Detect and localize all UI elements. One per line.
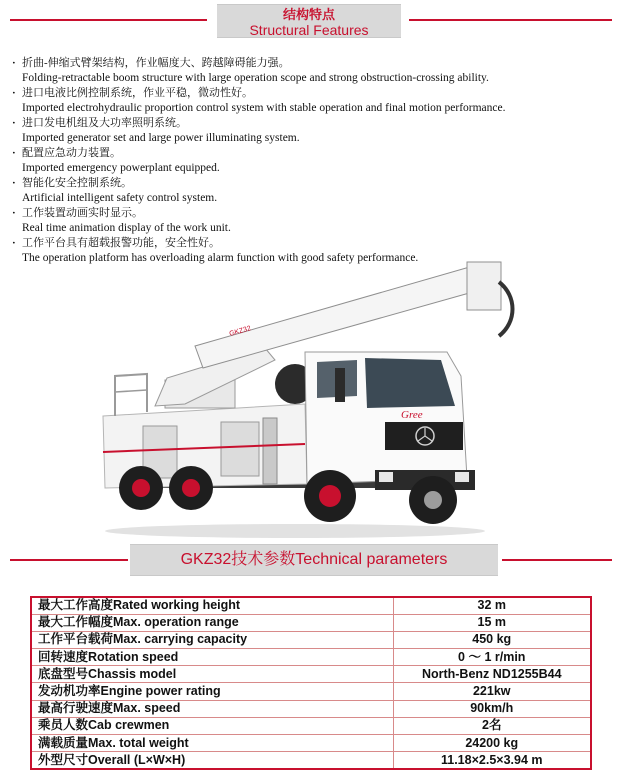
param-name: 外型尺寸Overall (L×W×H) bbox=[31, 752, 393, 769]
param-name: 底盘型号Chassis model bbox=[31, 666, 393, 683]
title-en: Structural Features bbox=[249, 22, 369, 38]
param-name: 最大工作幅度Max. operation range bbox=[31, 614, 393, 631]
list-item bbox=[12, 176, 612, 206]
table-row bbox=[31, 631, 591, 648]
table-row bbox=[31, 614, 591, 631]
structural-features-banner bbox=[0, 4, 620, 44]
param-name: 满载质量Max. total weight bbox=[31, 735, 393, 752]
feature-zh: · 进口发电机组及大功率照明系统。 bbox=[12, 116, 612, 131]
banner-rule-left bbox=[10, 19, 207, 21]
structural-features-title bbox=[217, 4, 401, 38]
feature-zh: · 配置应急动力装置。 bbox=[12, 146, 612, 161]
side-mirror bbox=[335, 368, 345, 402]
param-value: 2名 bbox=[393, 717, 591, 734]
param-name: 乘员人数Cab crewmen bbox=[31, 717, 393, 734]
feature-zh: · 工作平台具有超载报警功能，安全性好。 bbox=[12, 236, 612, 251]
banner-rule-right bbox=[409, 19, 612, 21]
param-value: 11.18×2.5×3.94 m bbox=[393, 752, 591, 769]
feature-en: The operation platform has overloading alarm function with good safety performance. bbox=[22, 252, 419, 264]
table-row bbox=[31, 666, 591, 683]
technical-parameters-table bbox=[30, 596, 592, 770]
feature-en: Imported emergency powerplant equipped. bbox=[22, 162, 220, 174]
param-name: 工作平台载荷Max. carrying capacity bbox=[31, 631, 393, 648]
aerial-platform-truck-illustration bbox=[95, 256, 525, 541]
features-list bbox=[12, 56, 612, 266]
railing-bar bbox=[115, 390, 147, 392]
param-name: 回转速度Rotation speed bbox=[31, 649, 393, 666]
work-platform bbox=[467, 262, 501, 310]
table-row bbox=[31, 752, 591, 769]
list-item bbox=[12, 116, 612, 146]
rear-wheel bbox=[169, 466, 213, 510]
list-item bbox=[12, 206, 612, 236]
technical-parameters-title: GKZ32技术参数Technical parameters bbox=[130, 544, 498, 576]
table-row bbox=[31, 735, 591, 752]
feature-zh: · 工作装置动画实时显示。 bbox=[12, 206, 612, 221]
list-item bbox=[12, 56, 612, 86]
banner-rule-right bbox=[502, 559, 612, 561]
windshield bbox=[365, 358, 455, 408]
cab-script-logo: Gree bbox=[401, 409, 423, 421]
equipment-door bbox=[221, 422, 259, 476]
rear-wheel bbox=[119, 466, 163, 510]
table-row bbox=[31, 649, 591, 666]
feature-zh: · 进口电液比例控制系统，作业平稳，微动性好。 bbox=[12, 86, 612, 101]
headlight bbox=[455, 472, 469, 482]
list-item bbox=[12, 146, 612, 176]
front-wheel bbox=[304, 470, 356, 522]
param-name: 发动机功率Engine power rating bbox=[31, 683, 393, 700]
param-name: 最高行驶速度Max. speed bbox=[31, 700, 393, 717]
list-item bbox=[12, 86, 612, 116]
param-value: 221kw bbox=[393, 683, 591, 700]
param-value: North-Benz ND1255B44 bbox=[393, 666, 591, 683]
technical-parameters-banner bbox=[0, 544, 620, 584]
ladder bbox=[263, 418, 277, 484]
param-value: 0 ～ 1 r/min bbox=[393, 649, 591, 666]
feature-en: Imported electrohydraulic proportion control system with stable operation and final motion performance. bbox=[22, 102, 506, 114]
param-value: 450 kg bbox=[393, 631, 591, 648]
table-row bbox=[31, 597, 591, 614]
headlight bbox=[379, 472, 393, 482]
ground-shadow bbox=[105, 524, 485, 538]
feature-zh: · 智能化安全控制系统。 bbox=[12, 176, 612, 191]
railing bbox=[115, 374, 147, 416]
feature-zh: · 折曲-伸缩式臂架结构，作业幅度大、跨越障碍能力强。 bbox=[12, 56, 612, 71]
feature-en: Folding-retractable boom structure with large operation scope and strong obstruction-crossing ability. bbox=[22, 72, 489, 84]
feature-en: Artificial intelligent safety control system. bbox=[22, 192, 218, 204]
param-name: 最大工作高度Rated working height bbox=[31, 597, 393, 614]
feature-en: Real time animation display of the work unit. bbox=[22, 222, 231, 234]
banner-rule-left bbox=[10, 559, 128, 561]
title-zh: 结构特点 bbox=[282, 7, 335, 22]
table-row bbox=[31, 683, 591, 700]
param-value: 90km/h bbox=[393, 700, 591, 717]
table-row bbox=[31, 700, 591, 717]
front-wheel bbox=[409, 476, 457, 524]
param-value: 15 m bbox=[393, 614, 591, 631]
param-value: 24200 kg bbox=[393, 735, 591, 752]
param-value: 32 m bbox=[393, 597, 591, 614]
feature-en: Imported generator set and large power illuminating system. bbox=[22, 132, 300, 144]
boom-model-label: GKZ32 bbox=[228, 325, 252, 338]
table-row bbox=[31, 717, 591, 734]
